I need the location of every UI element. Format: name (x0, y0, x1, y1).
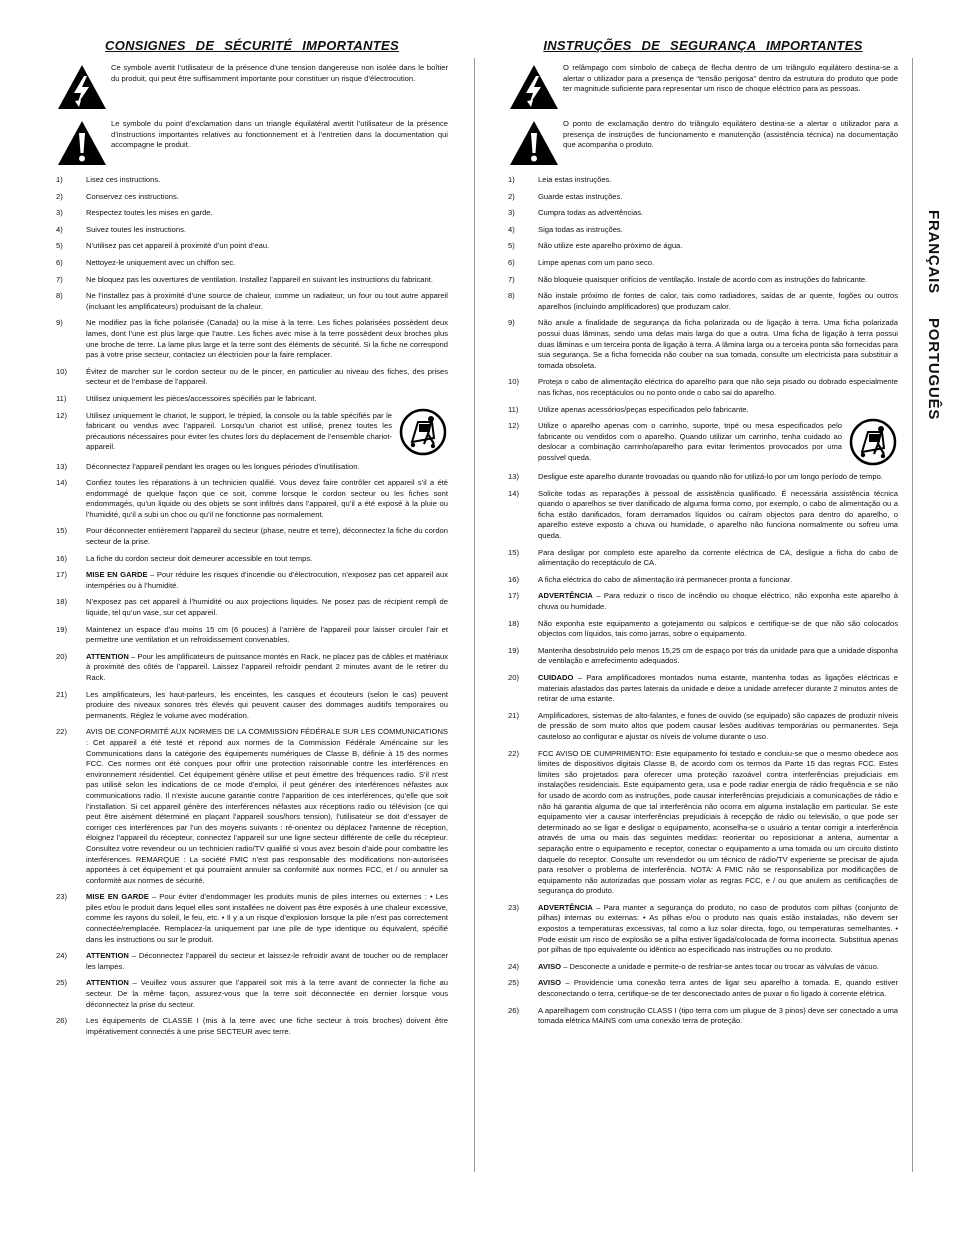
exclamation-triangle-icon (508, 119, 560, 167)
item-number: 22) (56, 727, 67, 737)
list-item (508, 318, 898, 371)
list-item (508, 405, 898, 416)
item-body-text: – Para reduzir o risco de incêndio ou choque eléctrico, não exponha este aparelho à chuva ou humidade. (538, 591, 898, 612)
item-text (86, 291, 448, 312)
item-text (86, 625, 448, 646)
item-number: 8) (56, 291, 63, 301)
item-text (86, 258, 448, 269)
item-body-text: FCC AVISO DE CUMPRIMENTO: Este equipamento foi testado e concluiu-se que o mesmo obedece aos limites de dispositivos digitais Classe B, de acordo com os termos da Parte 15 das regras FCC. Estes limites são projetados para oferecer uma proteção razoável contra interferências prejudiciais em instalações residenciais. Este equipamento gera, usa e pode radiar energia de rádio frequência e se não for usado de acordo com as instruções, pode causar interferências prejudiciais a comunicações de rádio e não há garantia alguma de que tal interferência não ocorra em alguma instalação em particular. Se este equipamento vier a causar interferências prejudiciais à recepção de rádio ou televisão, o que pode ser determinado ao se ligar e desligar o equipamento, aconselha-se o usuário a tentar corrigir a interferência através de uma ou mais das seguintes medidas: reorientar ou reposicionar a antena, aumentar a separação entre o equipamento e receptor, conectar o equipamento a uma tomada ou um circuito distinto daquele do receptor. Consulte um revendedor ou um técnico de rádio/TV experiente se precisar de ajuda para resolver o problema de interferência. NOTA: A FMIC não se responsabiliza por modificações de equipamento não autorizadas que possam violar as regras FCC, e / ou que anulem as certificações de segurança do produto. (538, 748, 898, 896)
item-number: 25) (56, 978, 67, 988)
item-number: 12) (56, 410, 67, 420)
item-number: 13) (508, 472, 519, 482)
list-item (56, 1016, 448, 1037)
item-number: 12) (508, 421, 519, 431)
item-warning-label: ATTENTION (86, 951, 129, 961)
french-column (56, 38, 448, 1043)
item-body-text: – Pour éviter d’endommager les produits munis de piles internes ou externes : • Les piles et/ou le produit dans lequel elles sont installées ne doivent pas être exposés à une chaleur excessive, comme les rayons du soleil, le feu, etc. • Il y a un risque d’explosion lorsque la pile n’est pas correctement connectée/remplacée. Remplacez-la uniquement par une pile de type identique ou équivalent, spécifié dans les instructions ou sur le produit. (86, 892, 448, 944)
item-body-text: – Déconnectez l’appareil du secteur et laissez-le refroidir avant de toucher ou de remplacer les lampes. (86, 951, 448, 971)
item-body-text: Déconnectez l’appareil pendant les orages ou les longues périodes d’inutilisation. (86, 461, 360, 471)
item-body-text: Guarde estas instruções. (538, 191, 623, 201)
lightning-triangle-icon (56, 63, 108, 111)
item-warning-label: ADVERTÊNCIA (538, 591, 593, 601)
item-warning-label: ATTENTION (86, 651, 129, 661)
language-tab-french: FRANÇAIS (925, 210, 942, 294)
list-item (56, 690, 448, 722)
item-number: 5) (56, 241, 63, 251)
item-number: 2) (508, 191, 515, 201)
item-body-text: Leia estas instruções. (538, 175, 612, 184)
list-item (56, 291, 448, 312)
item-warning-label: ADVERTÊNCIA (538, 902, 593, 912)
item-text (538, 377, 898, 398)
list-item (508, 619, 898, 640)
lightning-warning (56, 63, 448, 111)
item-body-text: AVIS DE CONFORMITÉ AUX NORMES DE LA COMMISSION FÉDÉRALE SUR LES COMMUNICATIONS : Cet appareil a été testé et répond aux normes de la Commission Fédérale Américaine sur les Communications dans la catégorie des équipements numériques de Classe B, définie à 15 des normes FCC. Ces normes ont été conçues pour offrir une protection raisonnable contre les interférences en environnement résidentiel. Cet équipement génère utilise et peut émettre des fréquences radio. S’il n’est pas utilisé selon les indications de ce mode d’emploi, il peut générer des interférences néfastes aux communications radio. Il n’existe aucune garantie contre l’apparition de ces interférences, qu’elle que soit l’installation. Si cet appareil génère des interférences néfastes aux réceptions radio ou télévision (ce qui peut être aisément déterminé en plaçant l’appareil sous/hors tension), l’utilisateur se doit d’essayer de corriger ces interférences par l’un des moyens suivants : ré-orientez ou déplacez l’antenne de réception, éloignez l’appareil du récepteur, connectez l’appareil sur une ligne secteur différente de celle du récepteur. Consultez votre revendeur ou un technicien radio/TV qualifié si vous avez besoin d’aide pour combattre les interférences. REMARQUE : La société FMIC n’est pas responsable des modifications non-autorisées apportées à cet équipement et qui pourraient annuler sa conformité aux normes FCC, et / ou annuler sa conformité aux normes de sécurité. (86, 727, 448, 885)
list-item (508, 962, 898, 973)
item-number: 3) (508, 208, 515, 218)
item-number: 5) (508, 241, 515, 251)
list-item (56, 478, 448, 520)
item-text (538, 291, 898, 312)
list-item (508, 258, 898, 269)
item-text (538, 175, 898, 186)
item-body-text: La fiche du cordon secteur doit demeurer accessible en tout temps. (86, 553, 313, 563)
item-number: 17) (508, 591, 519, 601)
item-body-text: Siga todas as instruções. (538, 224, 623, 234)
item-body-text: Maintenez un espace d’au moins 15 cm (6 pouces) à l’arrière de l’appareil pour laisser circuler l’air et permettre une ventilation et un refroidissement convenables. (86, 624, 448, 645)
section-heading: CONSIGNES DE SÉCURITÉ IMPORTANTES (105, 38, 399, 53)
list-item (508, 673, 898, 705)
list-item (56, 275, 448, 286)
item-text (86, 597, 448, 618)
item-text (86, 275, 448, 286)
item-body-text: – Providencie uma conexão terra antes de ligar seu aparelho à tomada. E, quando estiver desconectando o terra, certifique-se de ter desconectado antes de puxar o fio ligado à corrente elétrica. (538, 978, 898, 999)
item-body-text: Cumpra todas as advertências. (538, 208, 644, 218)
item-text (86, 241, 448, 252)
list-item (508, 646, 898, 667)
item-number: 15) (508, 547, 519, 557)
list-item (56, 951, 448, 972)
list-item (56, 554, 448, 565)
item-body-text: – Pour les amplificateurs de puissance montés en Rack, ne placez pas de câbles et matériaux à proximité des côtés de l’appareil. Laissez l’appareil refroidir pendant 2 minutes avant de le retirer du Rack. (86, 651, 448, 682)
item-body-text: Évitez de marcher sur le cordon secteur ou de le pincer, en particulier au niveau des fiches, des prises secteur et de l’embase de l’appareil. (86, 366, 448, 387)
item-text (538, 421, 842, 463)
item-body-text: – Para manter a segurança do produto, no caso de produtos com pilhas (conjunto de pilhas) internas ou externas: • As pilhas e/ou o produto nas quais estão instaladas, não devem ser expostos a temperaturas excessivas, tal como a luz solar directa, fogo, ou temperaturas semelhantes. • Pode existir um risco de explosão se a pilha estiver ligada/colocada de forma incorrecta. Substitua apenas por pilhas de tipo equivalente ou idêntico ao especificado nas instruções ou no produto. (538, 902, 898, 955)
list-item (56, 318, 448, 360)
item-text (86, 570, 448, 591)
item-text (538, 749, 898, 897)
instruction-list (508, 175, 898, 1027)
item-text (538, 1006, 898, 1027)
item-text (538, 903, 898, 956)
item-text (538, 241, 898, 252)
item-number: 16) (508, 574, 519, 584)
column-divider (474, 58, 475, 1172)
list-item (508, 903, 898, 956)
item-number: 24) (56, 951, 67, 961)
item-text (86, 175, 448, 186)
item-number: 26) (56, 1016, 67, 1026)
item-text (538, 646, 898, 667)
list-item (56, 625, 448, 646)
lightning-description: O relâmpago com símbolo de cabeça de flecha dentro de um triângulo equilátero destina-se a alertar o utilizador para a presença de “tensão perigosa” dentro da estrutura do produto que pode ter magnitude suficiente para representar um risco de choque eléctrico para as pessoas. (563, 63, 898, 94)
list-item (56, 208, 448, 219)
item-text (538, 225, 898, 236)
item-text (538, 548, 898, 569)
item-number: 22) (508, 748, 519, 758)
item-body-text: Para desligar por completo este aparelho da corrente eléctrica de CA, desligue a ficha do cabo de alimentação do receptáculo de CA. (538, 547, 898, 568)
item-with-cart (538, 421, 898, 466)
item-body-text: Utilisez uniquement le chariot, le support, le trépied, la console ou la table spécifiés par le fabricant ou vendus avec l’appareil. Lorsqu’un chariot est utilisé, prenez toutes les précautions nécessaires pour éviter les chutes lors du déplacement de l’ensemble chariot-appareil. (86, 410, 392, 452)
item-text (538, 591, 898, 612)
item-body-text: – Pour réduire les risques d’incendie ou d’électrocution, n’exposez pas cet appareil aux intempéries ou à l’humidité. (86, 570, 448, 590)
item-text (86, 526, 448, 547)
item-number: 9) (56, 318, 63, 328)
item-number: 25) (508, 978, 519, 988)
list-item (56, 258, 448, 269)
list-item (508, 472, 898, 483)
item-body-text: Ne l’installez pas à proximité d’une source de chaleur, comme un radiateur, un four ou tout autre appareil (incluant les amplificateurs) produisant de la chaleur. (86, 291, 448, 311)
item-body-text: A aparelhagem com construção CLASS I (tipo terra com um plugue de 3 pinos) deve ser conectado a uma tomada elétrica MAINS com uma conexão terra de proteção. (538, 1005, 898, 1026)
item-number: 9) (508, 318, 515, 328)
item-text (86, 411, 392, 453)
list-item (508, 225, 898, 236)
item-text (86, 192, 448, 203)
cart-tip-over-icon (848, 418, 898, 466)
item-text (538, 962, 898, 973)
item-text (538, 258, 898, 269)
exclamation-description: Le symbole du point d’exclamation dans un triangle équilatéral avertit l’utilisateur de la présence d’instructions importantes relatives au fonctionnement et à l’entretien dans la documentation qui accompagne le produit. (111, 119, 448, 150)
item-body-text: Não utilize este aparelho próximo de água. (538, 241, 683, 251)
column-divider (912, 58, 913, 1172)
item-number: 11) (508, 404, 519, 414)
item-body-text: Amplificadores, sistemas de alto-falantes, e fones de ouvido (se equipado) são capazes de produzir níveis de pressão de som muito altos que podem causar lesões auditivas temporárias ou permanentes. Seja cauteloso ao configurar e ajustar os níveis de volume durante o uso. (538, 710, 898, 741)
list-item (56, 652, 448, 684)
item-number: 3) (56, 208, 63, 218)
item-body-text: N’exposez pas cet appareil à l’humidité ou aux projections liquides. Ne posez pas de récipient rempli de liquide, tel qu’un vase, sur cet appareil. (86, 597, 448, 618)
list-item (508, 175, 898, 186)
item-body-text: Mantenha desobstruído pelo menos 15,25 cm de espaço por trás da unidade para que a unidade disponha de ventilação e arrefecimento adequados. (538, 645, 898, 666)
item-text (86, 225, 448, 236)
list-item (56, 225, 448, 236)
list-item (56, 411, 448, 456)
item-number: 21) (56, 689, 67, 699)
item-number: 14) (508, 488, 519, 498)
item-body-text: Solicite todas as reparações à pessoal de assistência qualificado. É necessária assistência técnica quando o aparelhos se tiver danificado de alguma forma como, por exemplo, o cabo de alimentação ou a ficha estão danificados, foram derramados líquidos ou caíram objectos para dentro do aparelho, o aparelho esteve exposto a chuva ou humidade, o aparelho não funciona normalmente ou sofreu uma queda. (538, 488, 898, 541)
list-item (56, 570, 448, 591)
list-item (56, 727, 448, 886)
item-body-text: Suivez toutes les instructions. (86, 224, 187, 234)
list-item (56, 192, 448, 203)
item-number: 23) (56, 892, 67, 902)
list-item (508, 749, 898, 897)
item-text (538, 489, 898, 542)
item-number: 20) (508, 673, 519, 682)
list-item (508, 421, 898, 466)
item-text (538, 711, 898, 743)
item-text (86, 1016, 448, 1037)
item-number: 11) (56, 393, 67, 403)
item-number: 24) (508, 961, 519, 971)
item-number: 17) (56, 570, 67, 580)
item-number: 4) (56, 224, 63, 234)
item-body-text: Desligue este aparelho durante trovoadas ou quando não for utilizá-lo por um longo período de tempo. (538, 472, 883, 482)
item-text (538, 192, 898, 203)
item-warning-label: CUIDADO (538, 673, 574, 682)
item-number: 23) (508, 902, 519, 912)
item-body-text: N’utilisez pas cet appareil à proximité d’un point d’eau. (86, 241, 270, 251)
item-warning-label: AVISO (538, 978, 562, 988)
item-number: 8) (508, 291, 515, 301)
list-item (508, 275, 898, 286)
item-number: 1) (508, 175, 515, 184)
item-text (538, 673, 898, 705)
section-heading: INSTRUÇÕES DE SEGURANÇA IMPORTANTES (543, 38, 863, 53)
list-item (56, 597, 448, 618)
item-text (86, 394, 448, 405)
item-number: 10) (56, 366, 67, 376)
item-warning-label: MISE EN GARDE (86, 892, 149, 902)
item-number: 19) (56, 624, 67, 634)
item-number: 15) (56, 526, 67, 536)
item-number: 18) (508, 618, 519, 628)
item-text (86, 554, 448, 565)
portuguese-column (508, 38, 898, 1033)
list-item (508, 1006, 898, 1027)
list-item (508, 291, 898, 312)
item-text (86, 690, 448, 722)
item-number: 14) (56, 478, 67, 488)
item-number: 7) (56, 274, 63, 284)
item-text (86, 978, 448, 1010)
language-tabs (920, 210, 946, 450)
item-body-text: Não instale próximo de fontes de calor, tais como radiadores, saídas de ar quente, fogões ou outros aparelhos (incluindo amplificadores) que produzam calor. (538, 291, 898, 311)
item-warning-label: ATTENTION (86, 978, 129, 988)
item-text (538, 619, 898, 640)
item-text (538, 472, 898, 483)
item-body-text: – Veuillez vous assurer que l’appareil soit mis à la terre avant de connecter la fiche au secteur. De la même façon, assurez-vous que la terre soit déconnectée en dernier lorsque vous déconnectez la prise du secteur. (86, 978, 448, 1009)
item-warning-label: MISE EN GARDE (86, 570, 148, 580)
exclamation-description: O ponto de exclamação dentro do triângulo equilátero destina-se a alertar o utilizador para a presença de instruções de funcionamento e manutenção (assistência técnica) na documentação que acompanha o produto. (563, 119, 898, 150)
item-number: 16) (56, 553, 67, 563)
item-body-text: Ne modifiez pas la fiche polarisée (Canada) ou la mise à la terre. Les fiches polarisées possèdent deux lames, dont l’une est plus large que l’autre. Les fiches avec mise à la terre possèdent deux broches plus une broche de terre. La lame plus large et la terre sont des éléments de sécurité. Si la fiche ne correspond pas à votre prise secteur, contactez un électricien pour la faire remplacer. (86, 318, 448, 360)
list-item (508, 377, 898, 398)
item-body-text: Utilize o aparelho apenas com o carrinho, suporte, tripé ou mesa especificados pelo fabricante ou vendidos com o aparelho. Quando utilizar um carrinho, tenha cuidado ao deslocar a combinação carrinho/aparelho para evitar ferimentos provocados por uma possível queda. (538, 421, 842, 462)
item-number: 26) (508, 1005, 519, 1015)
item-text (538, 318, 898, 371)
item-text (86, 951, 448, 972)
list-item (56, 978, 448, 1010)
item-body-text: A ficha eléctrica do cabo de alimentação irá permanecer pronta a funcionar. (538, 574, 793, 584)
item-number: 2) (56, 191, 63, 201)
item-body-text: Proteja o cabo de alimentação eléctrica do aparelho para que não seja pisado ou dobrado especialmente nas fichas, nos receptáculos ou no ponto onde o cabo sai do aparelho. (538, 377, 898, 397)
item-text (86, 462, 448, 473)
item-text (538, 208, 898, 219)
item-text (86, 652, 448, 684)
list-item (508, 591, 898, 612)
item-text (538, 978, 898, 999)
list-item (56, 892, 448, 945)
item-body-text: Utilisez uniquement les pièces/accessoires spécifiés par le fabricant. (86, 393, 317, 403)
item-number: 18) (56, 597, 67, 607)
item-body-text: Conservez ces instructions. (86, 191, 179, 201)
item-number: 10) (508, 377, 519, 387)
list-item (508, 192, 898, 203)
item-body-text: Lisez ces instructions. (86, 175, 161, 184)
list-item (56, 394, 448, 405)
list-item (56, 367, 448, 388)
item-text (538, 275, 898, 286)
exclamation-warning (508, 119, 898, 167)
item-number: 6) (56, 257, 63, 267)
lightning-description: Ce symbole avertit l’utilisateur de la présence d’une tension dangereuse non isolée dans le boîtier du produit, qui peut être suffisamment importante pour constituer un risque d’électrocution. (111, 63, 448, 83)
item-body-text: Nettoyez-le uniquement avec un chiffon sec. (86, 257, 236, 267)
list-item (56, 526, 448, 547)
item-body-text: Ne bloquez pas les ouvertures de ventilation. Installez l’appareil en suivant les instructions du fabricant. (86, 274, 433, 284)
item-body-text: – Desconecte a unidade e permite-o de resfriar-se antes tocar ou trocar as válvulas de vácuo. (561, 961, 879, 971)
exclamation-triangle-icon (56, 119, 108, 167)
item-number: 1) (56, 175, 63, 184)
item-body-text: Respectez toutes les mises en garde. (86, 208, 213, 218)
item-text (538, 405, 898, 416)
item-body-text: Confiez toutes les réparations à un technicien qualifié. Vous devez faire contrôler cet appareil s’il a été endommagé de quelque façon que ce soit, comme lorsque le cordon secteur ou les fiches sont endommagés, qu’un liquide ou des objets se sont infiltrés dans l’appareil, qu’il a été exposé à la pluie ou l’humidité, qu’il a subi un choc ou qu’il ne fonctionne pas normalement. (86, 478, 448, 519)
item-body-text: Limpe apenas com um pano seco. (538, 257, 655, 267)
item-text (86, 727, 448, 886)
cart-tip-over-icon (398, 408, 448, 456)
item-body-text: Não exponha este equipamento a gotejamento ou salpicos e certifique-se de que não são colocados objectos com líquidos, tais como jarras, sobre o equipamento. (538, 618, 898, 639)
list-item (56, 462, 448, 473)
item-number: 20) (56, 651, 67, 661)
item-number: 6) (508, 257, 515, 267)
item-number: 21) (508, 710, 519, 720)
item-body-text: – Para amplificadores montados numa estante, mantenha todas as ligações eléctricas e materiais afastados das partes laterais da unidade e deixe a unidade arrefecer durante 2 minutos antes de retirar de uma estante. (538, 673, 898, 704)
item-with-cart (86, 411, 448, 456)
list-item (508, 489, 898, 542)
item-text (86, 367, 448, 388)
exclamation-warning (56, 119, 448, 167)
item-warning-label: AVISO (538, 961, 562, 971)
lightning-triangle-icon (508, 63, 560, 111)
list-item (508, 711, 898, 743)
list-item (56, 241, 448, 252)
list-item (508, 548, 898, 569)
item-body-text: Les amplificateurs, les haut-parleurs, les enceintes, les casques et écouteurs (selon le cas) peuvent produire des niveaux sonores très élevés qui peuvent causer des dommages auditifs temporaires ou permanents. Réglez le volume avec modération. (86, 689, 448, 720)
item-number: 13) (56, 461, 67, 471)
list-item (508, 575, 898, 586)
item-body-text: Não anule a finalidade de segurança da ficha polarizada ou de ligação à terra. Uma ficha polarizada possui duas lâminas, sendo uma delas mais larga do que a outra. Uma ficha de ligação à terra possui duas lâminas e um terceira ponta de ligação à terra. A lâmina larga ou a terceira ponta são fornecidas para sua segurança. Se a ficha fornecida não couber na sua tomada, consulte um electricista para substituir a tomada obsoleta. (538, 318, 898, 370)
item-body-text: Les équipements de CLASSE I (mis à la terre avec une fiche secteur à trois broches) doivent être impérativement connectés à une prise SECTEUR avec terre. (86, 1016, 448, 1036)
item-text (538, 575, 898, 586)
list-item (56, 175, 448, 186)
lightning-warning (508, 63, 898, 111)
item-text (86, 208, 448, 219)
item-text (86, 478, 448, 520)
item-text (86, 892, 448, 945)
language-tab-portuguese: PORTUGUÊS (925, 318, 942, 421)
item-body-text: Não bloqueie quaisquer orifícios de ventilação. Instale de acordo com as instruções do fabricante. (538, 274, 868, 284)
item-number: 4) (508, 224, 515, 234)
list-item (508, 241, 898, 252)
item-number: 7) (508, 274, 515, 284)
item-text (86, 318, 448, 360)
instruction-list (56, 175, 448, 1037)
item-number: 19) (508, 645, 519, 655)
item-body-text: Pour déconnecter entièrement l’appareil du secteur (phase, neutre et terre), déconnectez la fiche du cordon secteur de la prise. (86, 526, 448, 547)
list-item (508, 978, 898, 999)
list-item (508, 208, 898, 219)
item-body-text: Utilize apenas acessórios/peças especificados pelo fabricante. (538, 404, 749, 414)
